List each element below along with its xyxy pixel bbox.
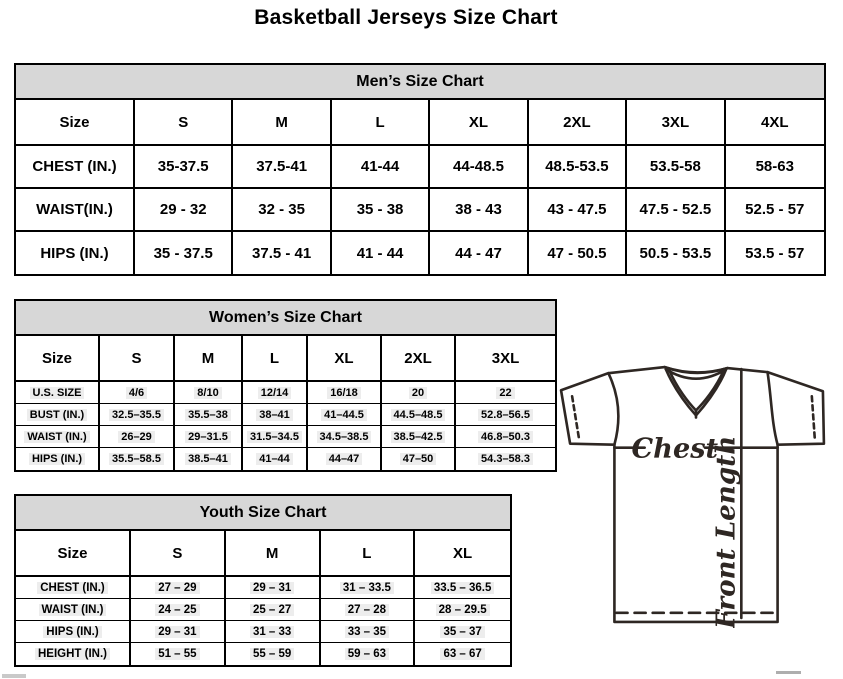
column-header: 4XL bbox=[726, 100, 824, 146]
column-header: S bbox=[100, 336, 175, 382]
table-cell: 29 - 32 bbox=[135, 189, 233, 232]
table-cell bbox=[382, 382, 456, 404]
table-cell bbox=[308, 382, 382, 404]
column-header: M bbox=[226, 531, 321, 577]
table-cell: 44-48.5 bbox=[430, 146, 528, 189]
table-cell: 48.5-53.5 bbox=[529, 146, 627, 189]
table-cell bbox=[321, 599, 416, 621]
table-cell-text: 26–29 bbox=[118, 431, 155, 443]
row-header-text: CHEST (IN.) bbox=[37, 582, 108, 594]
table-cell bbox=[456, 382, 555, 404]
row-header-text: BUST (IN.) bbox=[27, 409, 87, 421]
table-cell bbox=[456, 426, 555, 448]
table-cell-text: 41–44 bbox=[256, 453, 293, 465]
row-header-text: HIPS (IN.) bbox=[29, 453, 85, 465]
table-cell: 38 - 43 bbox=[430, 189, 528, 232]
table-cell-text: 54.3–58.3 bbox=[478, 453, 533, 465]
table-cell bbox=[321, 643, 416, 665]
table-cell-text: 29–31.5 bbox=[185, 431, 231, 443]
table-cell-text: 46.8–50.3 bbox=[478, 431, 533, 443]
table-cell-text: 27 – 28 bbox=[345, 604, 389, 616]
column-header: M bbox=[175, 336, 243, 382]
table-cell-text: 20 bbox=[409, 387, 427, 399]
table-cell bbox=[415, 599, 510, 621]
table-cell bbox=[243, 382, 308, 404]
column-header: XL bbox=[308, 336, 382, 382]
row-header-text: HEIGHT (IN.) bbox=[35, 648, 110, 660]
table-cell-text: 31.5–34.5 bbox=[247, 431, 302, 443]
womens-size-chart-table bbox=[14, 299, 557, 472]
table-cell bbox=[226, 643, 321, 665]
table-cell-text: 33 – 35 bbox=[345, 626, 389, 638]
table-cell bbox=[382, 448, 456, 470]
page-title: Basketball Jerseys Size Chart bbox=[254, 6, 558, 29]
table-cell-text: 27 – 29 bbox=[155, 582, 199, 594]
corner-header: Size bbox=[16, 100, 135, 146]
table-cell bbox=[415, 577, 510, 599]
table-cell bbox=[175, 426, 243, 448]
mens-size-chart-table bbox=[14, 63, 826, 276]
table-cell bbox=[243, 404, 308, 426]
row-header: WAIST(IN.) bbox=[16, 189, 135, 232]
column-header: L bbox=[243, 336, 308, 382]
table-cell-text: 52.8–56.5 bbox=[478, 409, 533, 421]
table-cell-text: 35.5–58.5 bbox=[109, 453, 164, 465]
column-header: 2XL bbox=[382, 336, 456, 382]
row-header bbox=[16, 599, 131, 621]
table-cell bbox=[100, 382, 175, 404]
table-cell-text: 38–41 bbox=[256, 409, 293, 421]
table-cell bbox=[243, 426, 308, 448]
table-cell: 32 - 35 bbox=[233, 189, 331, 232]
youth-table-title: Youth Size Chart bbox=[16, 496, 510, 531]
row-header: CHEST (IN.) bbox=[16, 146, 135, 189]
table-cell-text: 44.5–48.5 bbox=[391, 409, 446, 421]
jersey-diagram-svg bbox=[556, 360, 836, 628]
row-header-text: U.S. SIZE bbox=[30, 387, 85, 399]
table-cell: 35 - 38 bbox=[332, 189, 430, 232]
row-header-text: WAIST (IN.) bbox=[24, 431, 89, 443]
column-header: S bbox=[131, 531, 226, 577]
row-header bbox=[16, 621, 131, 643]
table-cell-text: 12/14 bbox=[258, 387, 292, 399]
table-cell-text: 16/18 bbox=[327, 387, 361, 399]
table-cell bbox=[131, 621, 226, 643]
column-header: L bbox=[332, 100, 430, 146]
table-cell bbox=[175, 404, 243, 426]
table-cell-text: 35 – 37 bbox=[440, 626, 484, 638]
table-cell bbox=[415, 643, 510, 665]
table-cell-text: 8/10 bbox=[194, 387, 221, 399]
table-cell-text: 38.5–42.5 bbox=[391, 431, 446, 443]
column-header: 3XL bbox=[456, 336, 555, 382]
table-cell bbox=[131, 577, 226, 599]
table-cell-text: 35.5–38 bbox=[185, 409, 231, 421]
table-cell-text: 47–50 bbox=[400, 453, 437, 465]
table-cell-text: 32.5–35.5 bbox=[109, 409, 164, 421]
horizontal-scrollbar-thumb-left[interactable] bbox=[2, 674, 26, 678]
jersey-measurement-diagram bbox=[556, 360, 836, 628]
table-cell: 52.5 - 57 bbox=[726, 189, 824, 232]
column-header: 3XL bbox=[627, 100, 725, 146]
table-cell bbox=[382, 404, 456, 426]
table-cell-text: 4/6 bbox=[126, 387, 147, 399]
table-cell-text: 33.5 – 36.5 bbox=[431, 582, 495, 594]
column-header: XL bbox=[415, 531, 510, 577]
table-cell: 35 - 37.5 bbox=[135, 232, 233, 274]
table-cell-text: 41–44.5 bbox=[321, 409, 367, 421]
table-cell bbox=[100, 448, 175, 470]
table-cell: 37.5 - 41 bbox=[233, 232, 331, 274]
table-cell-text: 29 – 31 bbox=[250, 582, 294, 594]
table-cell bbox=[382, 426, 456, 448]
table-cell bbox=[308, 448, 382, 470]
table-cell bbox=[456, 404, 555, 426]
table-cell bbox=[456, 448, 555, 470]
table-cell-text: 38.5–41 bbox=[185, 453, 231, 465]
table-cell bbox=[131, 643, 226, 665]
table-cell bbox=[175, 448, 243, 470]
table-cell: 35-37.5 bbox=[135, 146, 233, 189]
table-cell: 37.5-41 bbox=[233, 146, 331, 189]
table-cell: 41-44 bbox=[332, 146, 430, 189]
table-cell bbox=[321, 621, 416, 643]
table-cell bbox=[226, 577, 321, 599]
table-cell: 50.5 - 53.5 bbox=[627, 232, 725, 274]
row-header bbox=[16, 577, 131, 599]
corner-header: Size bbox=[16, 336, 100, 382]
corner-header: Size bbox=[16, 531, 131, 577]
table-cell bbox=[243, 448, 308, 470]
table-cell-text: 59 – 63 bbox=[345, 648, 389, 660]
table-cell-text: 29 – 31 bbox=[155, 626, 199, 638]
table-cell-text: 51 – 55 bbox=[155, 648, 199, 660]
row-header: HIPS (IN.) bbox=[16, 232, 135, 274]
table-cell: 47 - 50.5 bbox=[529, 232, 627, 274]
table-cell-text: 25 – 27 bbox=[250, 604, 294, 616]
row-header-text: HIPS (IN.) bbox=[43, 626, 101, 638]
front-length-label: Front Length bbox=[710, 435, 742, 628]
table-cell-text: 63 – 67 bbox=[440, 648, 484, 660]
column-header: S bbox=[135, 100, 233, 146]
table-cell bbox=[321, 577, 416, 599]
column-header: L bbox=[321, 531, 416, 577]
mens-table-title: Men’s Size Chart bbox=[16, 65, 824, 100]
row-header bbox=[16, 426, 100, 448]
table-cell-text: 22 bbox=[496, 387, 514, 399]
row-header bbox=[16, 404, 100, 426]
table-cell: 58-63 bbox=[726, 146, 824, 189]
column-header: 2XL bbox=[529, 100, 627, 146]
row-header bbox=[16, 382, 100, 404]
table-cell bbox=[415, 621, 510, 643]
column-header: XL bbox=[430, 100, 528, 146]
table-cell bbox=[131, 599, 226, 621]
table-cell bbox=[226, 599, 321, 621]
table-cell-text: 28 – 29.5 bbox=[436, 604, 490, 616]
table-cell bbox=[308, 426, 382, 448]
table-cell: 53.5 - 57 bbox=[745, 244, 805, 262]
table-cell bbox=[100, 404, 175, 426]
table-cell-text: 44–47 bbox=[326, 453, 363, 465]
table-cell-text: 31 – 33.5 bbox=[340, 582, 394, 594]
table-cell: 44 - 47 bbox=[430, 232, 528, 274]
table-cell-text: 34.5–38.5 bbox=[317, 431, 372, 443]
chest-label: Chest bbox=[631, 432, 719, 465]
table-cell bbox=[308, 404, 382, 426]
womens-table-title: Women’s Size Chart bbox=[16, 301, 555, 336]
table-cell-text: 24 – 25 bbox=[155, 604, 199, 616]
table-cell: 47.5 - 52.5 bbox=[627, 189, 725, 232]
table-cell bbox=[100, 426, 175, 448]
table-cell bbox=[226, 621, 321, 643]
table-cell bbox=[175, 382, 243, 404]
table-cell: 41 - 44 bbox=[332, 232, 430, 274]
row-header bbox=[16, 448, 100, 470]
table-cell: 53.5-58 bbox=[627, 146, 725, 189]
youth-size-chart-table bbox=[14, 494, 512, 667]
row-header-text: WAIST (IN.) bbox=[39, 604, 107, 616]
horizontal-scrollbar-thumb-right[interactable] bbox=[776, 671, 801, 674]
table-cell: 43 - 47.5 bbox=[529, 189, 627, 232]
table-cell-text: 55 – 59 bbox=[250, 648, 294, 660]
table-cell-text: 31 – 33 bbox=[250, 626, 294, 638]
column-header: M bbox=[233, 100, 331, 146]
row-header bbox=[16, 643, 131, 665]
